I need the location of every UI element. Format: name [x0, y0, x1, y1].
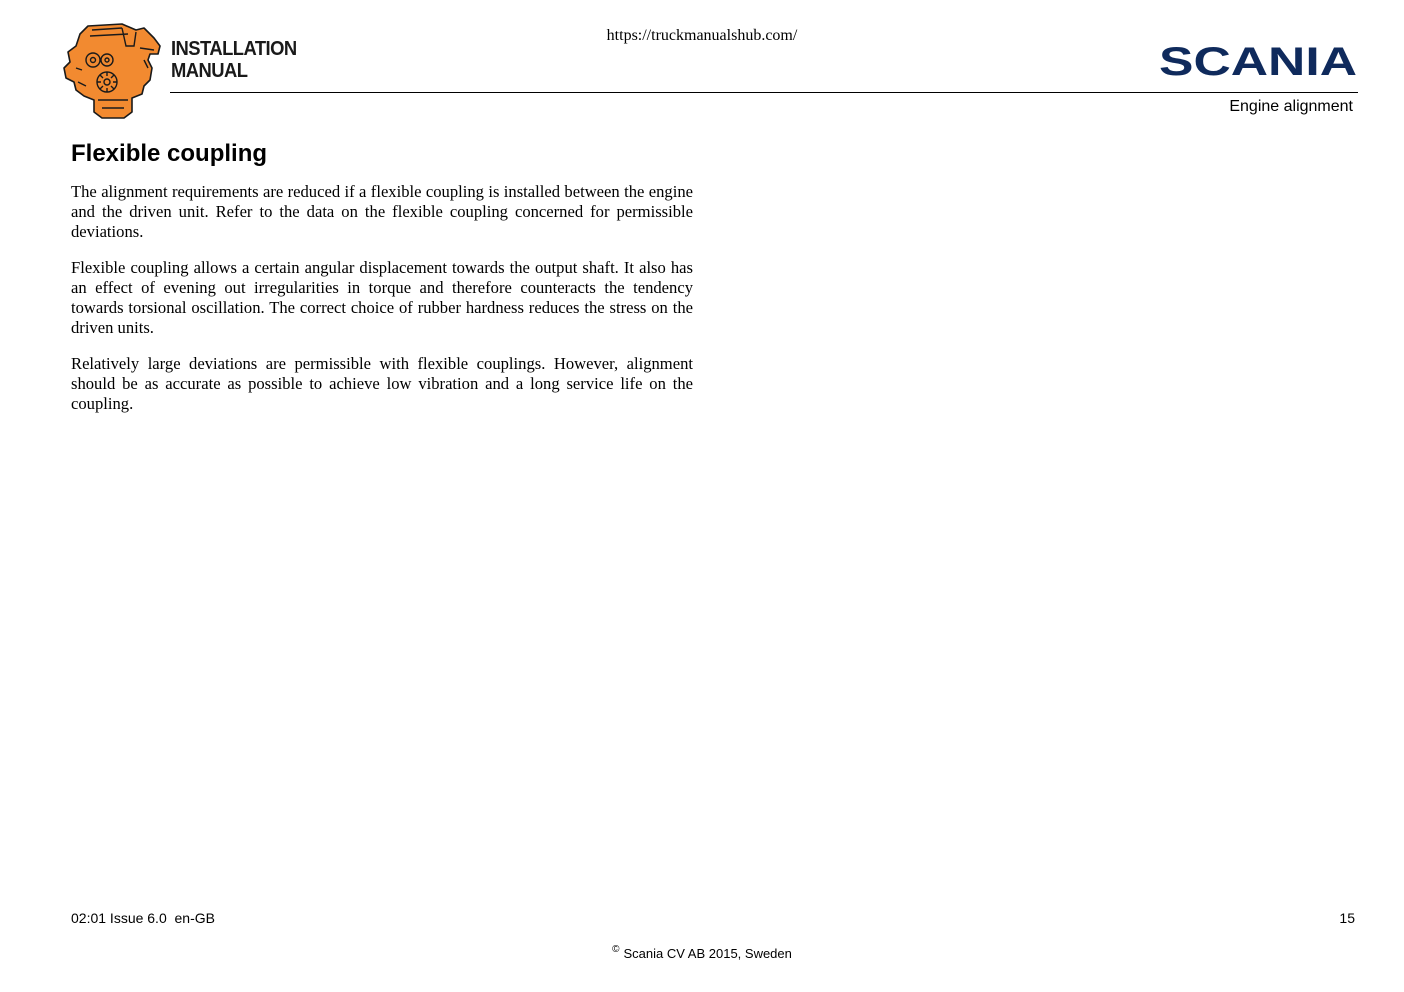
manual-title-line2: MANUAL	[171, 60, 248, 82]
copyright-symbol: ©	[612, 944, 620, 955]
paragraph-1: The alignment requirements are reduced if a flexible coupling is installed between the engine and the driven unit. Refer to the data on the flexible coupling concerned for permissible deviations.	[71, 182, 693, 241]
issue-info: 02:01 Issue 6.0 en-GB	[71, 910, 215, 926]
section-name: Engine alignment	[1229, 98, 1353, 115]
main-content	[71, 138, 693, 430]
source-url: https://truckmanualshub.com/	[606, 27, 798, 44]
page-number: 15	[1339, 910, 1355, 926]
paragraph-2: Flexible coupling allows a certain angular displacement towards the output shaft. It also has an effect of evening out irregularities in torque and therefore counteracts the tendency towards torsional oscillation. The correct choice of rubber hardness reduces the stress on the driven units.	[71, 258, 693, 337]
brand-wordmark: SCANIA	[1159, 44, 1357, 78]
header-divider	[170, 92, 1358, 93]
manual-title-line1: INSTALLATION	[171, 38, 297, 60]
scania-brand-logo	[1158, 44, 1358, 78]
section-heading: Flexible coupling	[71, 140, 268, 167]
copyright	[0, 944, 1404, 961]
copyright-text: Scania CV AB 2015, Sweden	[623, 946, 792, 961]
paragraph-3: Relatively large deviations are permissible with flexible couplings. However, alignment should be as accurate as possible to achieve low vibration and a long service life on the coupling.	[71, 354, 693, 413]
